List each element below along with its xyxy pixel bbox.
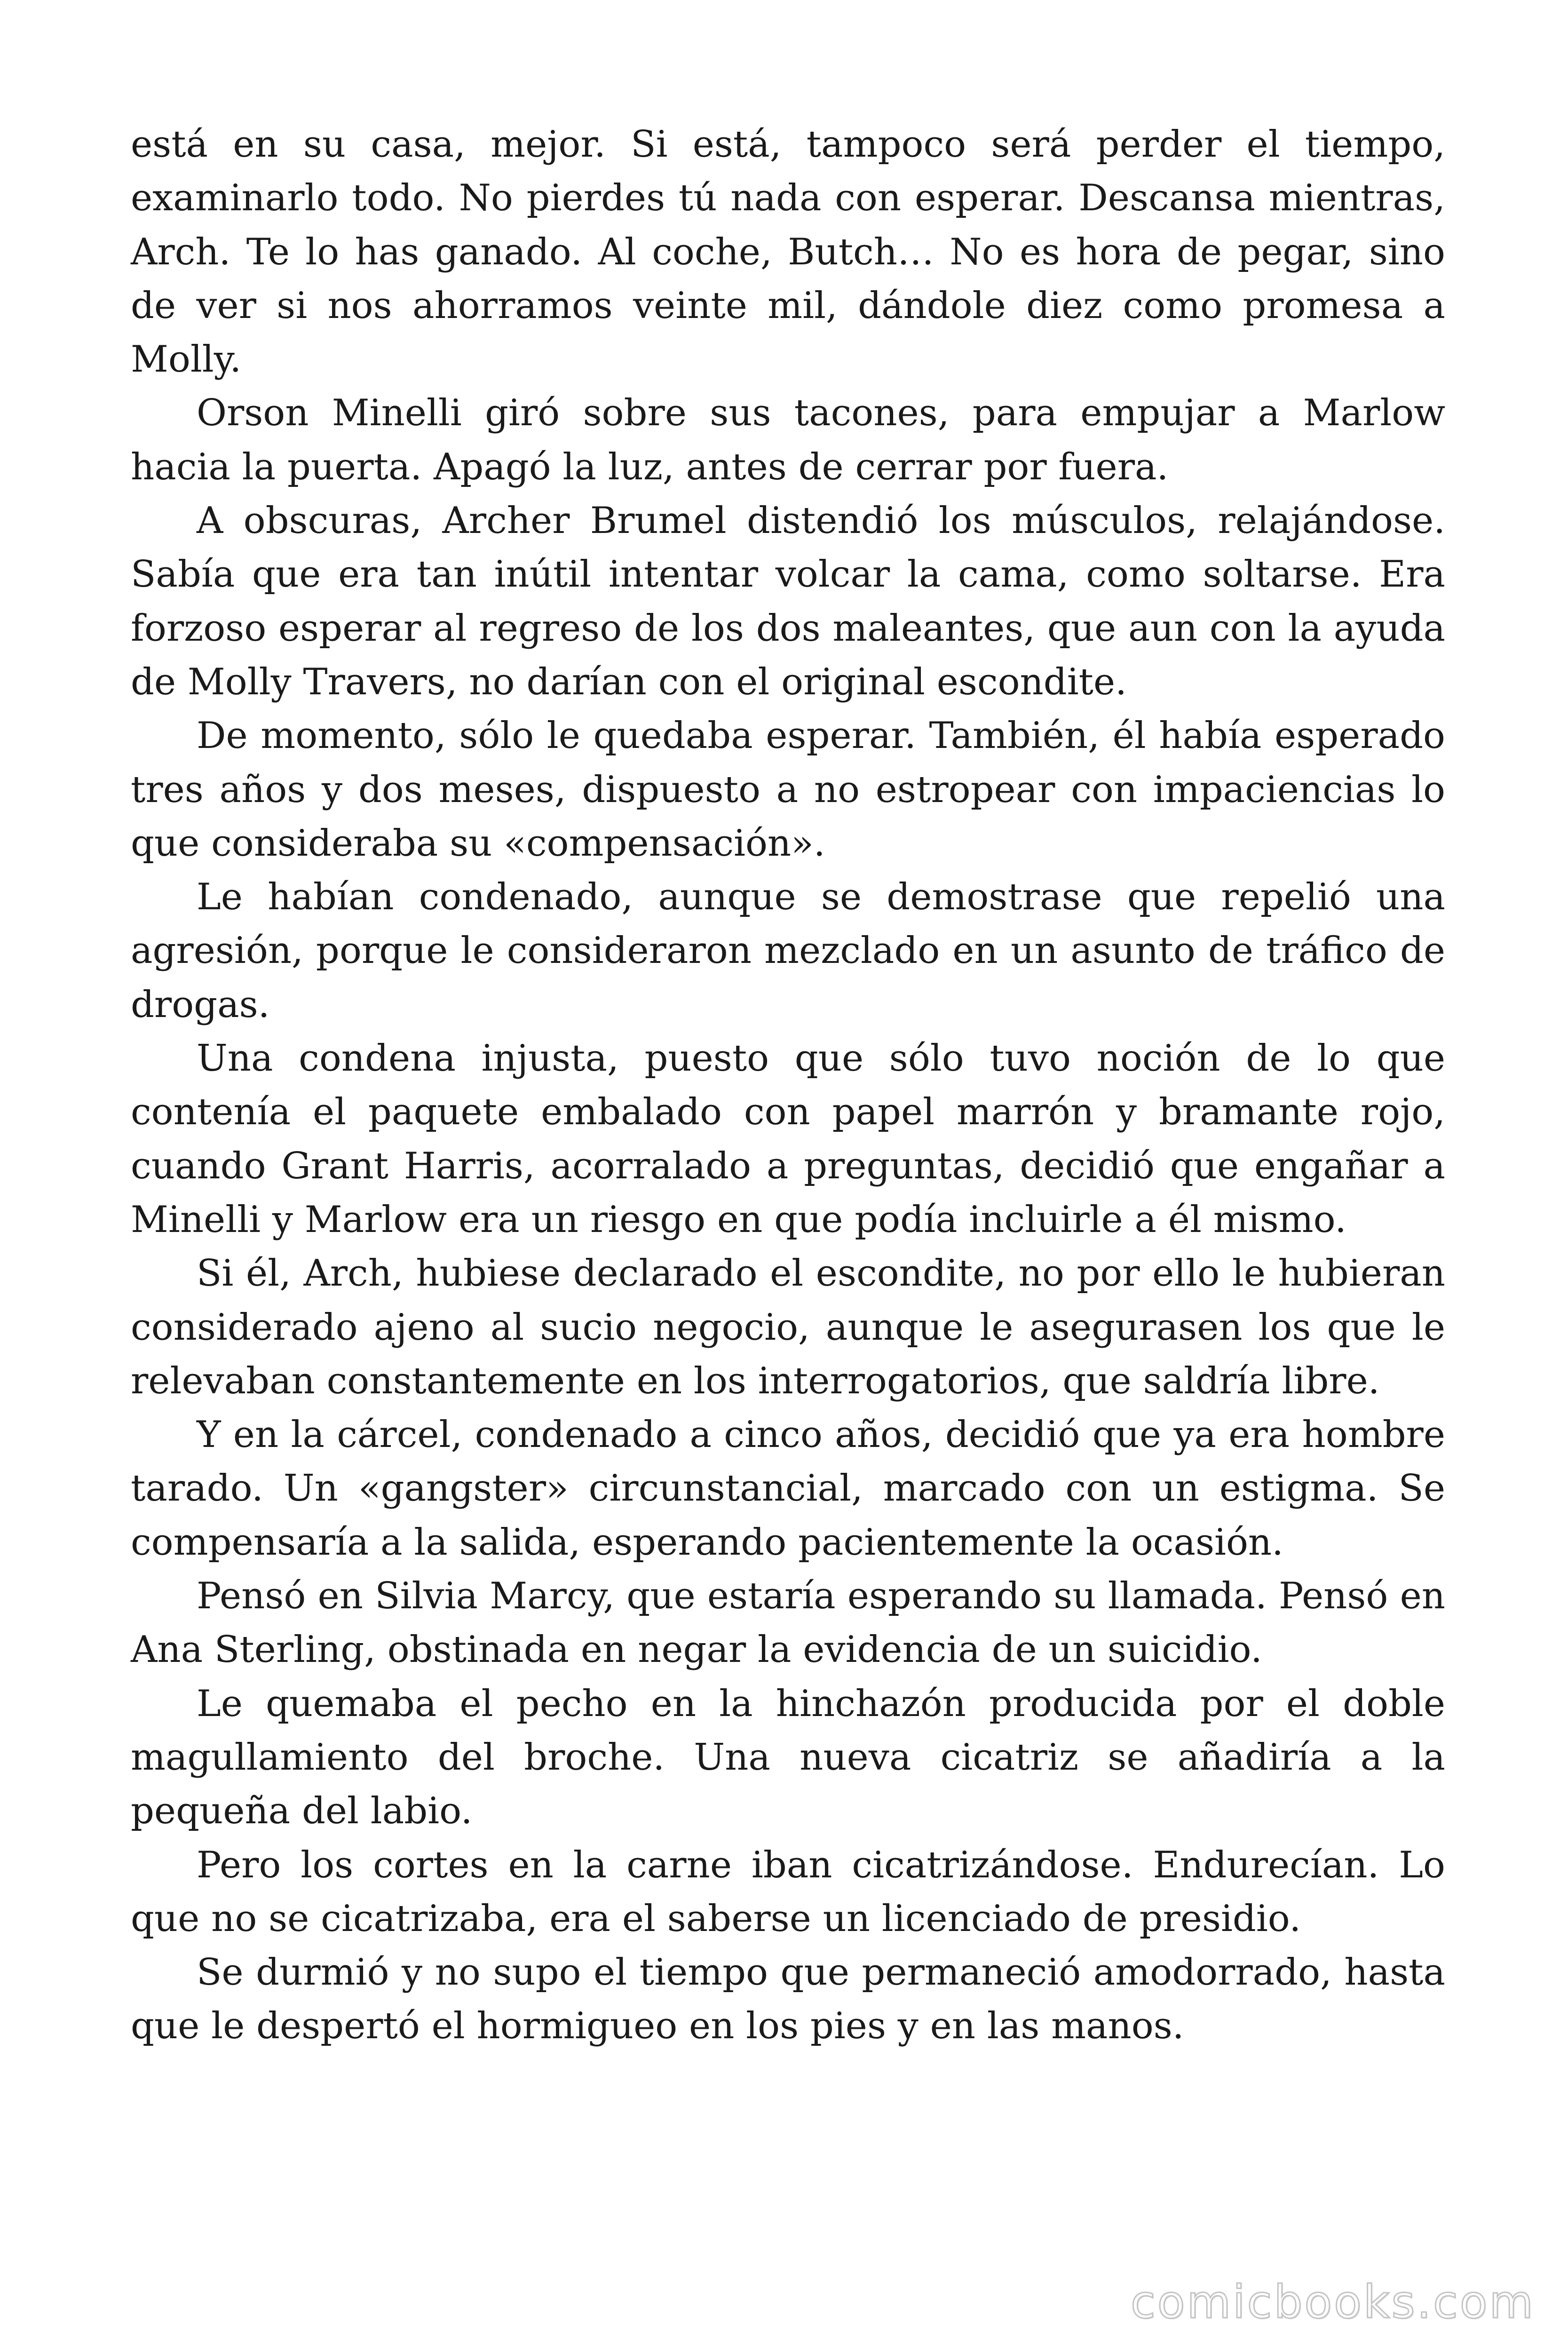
paragraph: Una condena injusta, puesto que sólo tuvo noción de lo que contenía el paquete embalado con papel marrón y bramante rojo, cuando Grant Harris, acorralado a preguntas, decidió que engañar a Minelli y Marlow era un riesgo en que podía incluirle a él mismo. (131, 1037, 1445, 1241)
paragraph: Si él, Arch, hubiese declarado el escondite, no por ello le hubieran considerado ajeno al sucio negocio, aunque le asegurasen los que le relevaban constantemente en los interrogatorios, que saldría libre. (131, 1252, 1445, 1402)
paragraph: Pensó en Silvia Marcy, que estaría esperando su llamada. Pensó en Ana Sterling, obstinada en negar la evidencia de un suicidio. (131, 1575, 1445, 1671)
paragraph: Orson Minelli giró sobre sus tacones, para empujar a Marlow hacia la puerta. Apagó la luz, antes de cerrar por fuera. (131, 392, 1445, 488)
watermark: comicbooks.com (1130, 2276, 1535, 2328)
paragraph: De momento, sólo le quedaba esperar. También, él había esperado tres años y dos meses, dispuesto a no estropear con impaciencias lo que consideraba su «compensación». (131, 715, 1445, 865)
paragraph: Pero los cortes en la carne iban cicatrizándose. Endurecían. Lo que no se cicatrizaba, era el saberse un licenciado de presidio. (131, 1843, 1445, 1940)
page-body (131, 118, 1445, 2053)
paragraph: Y en la cárcel, condenado a cinco años, decidió que ya era hombre tarado. Un «gangster» circunstancial, marcado con un estigma. Se compensaría a la salida, esperando pacientemente la ocasión. (131, 1414, 1445, 1564)
paragraph: Le quemaba el pecho en la hinchazón producida por el doble magullamiento del broche. Una nueva cicatriz se añadiría a la pequeña del labio. (131, 1682, 1445, 1833)
paragraph: A obscuras, Archer Brumel distendió los músculos, relajándose. Sabía que era tan inútil intentar volcar la cama, como soltarse. Era forzoso esperar al regreso de los dos maleantes, que aun con la ayuda de Molly Travers, no darían con el original escondite. (131, 500, 1445, 703)
paragraph: Se durmió y no supo el tiempo que permaneció amodorrado, hasta que le despertó el hormigueo en los pies y en las manos. (131, 1951, 1445, 2048)
paragraph: está en su casa, mejor. Si está, tampoco será perder el tiempo, examinarlo todo. No pierdes tú nada con esperar. Descansa mientras, Arch. Te lo has ganado. Al coche, Butch… No es hora de pegar, sino de ver si nos ahorramos veinte mil, dándole diez como promesa a Molly. (131, 123, 1445, 381)
paragraph: Le habían condenado, aunque se demostrase que repelió una agresión, porque le consideraron mezclado en un asunto de tráfico de drogas. (131, 876, 1445, 1026)
